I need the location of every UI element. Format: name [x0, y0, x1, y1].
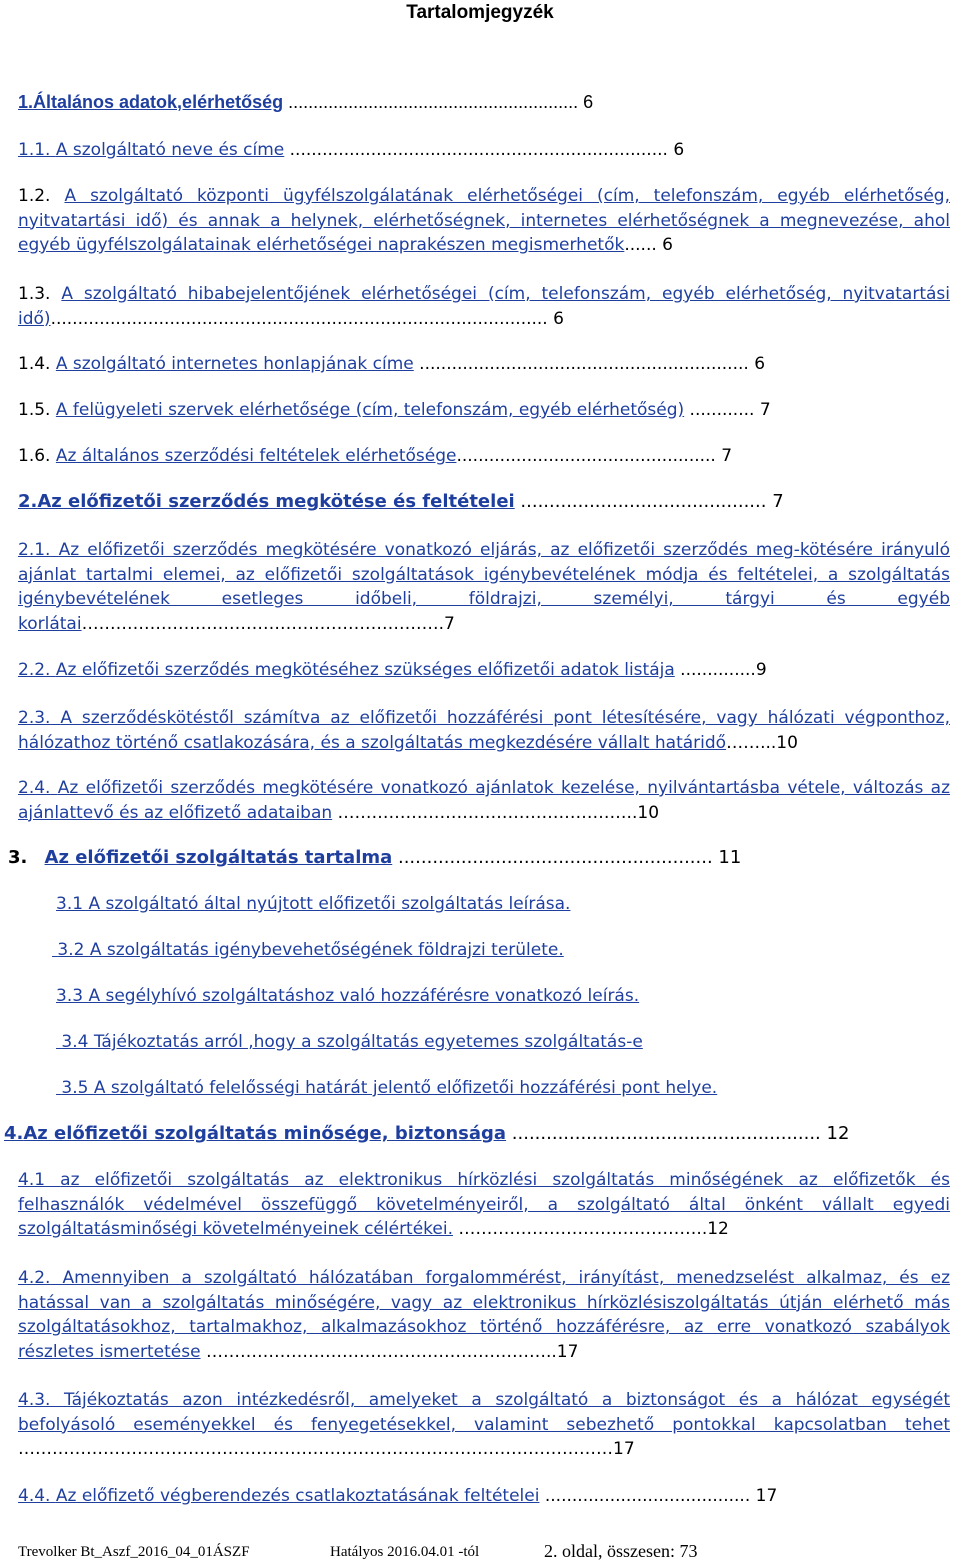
toc-link[interactable] [45, 847, 393, 868]
toc-link[interactable] [56, 1032, 643, 1052]
toc-number: 4. [4, 1123, 24, 1144]
toc-text: A felügyeleti szervek elérhetősége (cím, telefonszám, egyéb elérhetőség) [55, 400, 685, 420]
toc-text: A szolgáltató internetes honlapjának címe [55, 354, 414, 374]
toc-text: Az előfizetői szolgáltatás tartalma [44, 847, 393, 868]
toc-text: 3.4 Tájékoztatás arról ,hogy a szolgáltatás egyetemes szolgáltatás-e [61, 1032, 643, 1052]
toc-dots: ........................................... [514, 491, 773, 512]
toc-dots: ...................................................... [506, 1123, 827, 1144]
toc-page-number: 11 [718, 847, 742, 868]
footer-page-count: 2. oldal, összesen: 73 [544, 1541, 698, 1561]
toc-link[interactable] [18, 92, 283, 112]
toc-page-number: 17 [613, 1439, 635, 1459]
toc-entry[interactable] [18, 138, 950, 163]
toc-entry[interactable] [18, 776, 950, 825]
toc-page-number: 7 [721, 446, 733, 466]
toc-entry[interactable] [18, 1484, 950, 1509]
toc-text: Tájékoztatás azon intézkedésről, amelyeket a szolgáltató a biztonságot és a hálózat egységét befolyásoló eseményekkel és fenyegetésekkel, valamint sebezhető pontokkal kapcsolatban tehet [18, 1390, 950, 1435]
toc-page-number: 12 [826, 1123, 850, 1144]
toc-dots: .......................................................... [283, 92, 584, 112]
toc-dots: ...................................................................... [284, 140, 674, 160]
toc-link[interactable] [56, 1078, 717, 1098]
toc-dots: …………………………………………………………………………………………… [18, 1439, 613, 1459]
toc-dots: ...... [624, 235, 663, 255]
toc-entry[interactable] [4, 1122, 936, 1147]
toc-text: Amennyiben a szolgáltató hálózatában forgalommérést, irányítást, menedzselést alkalmaz, és ez hatással van a szolgáltatás minőségére, vagy az elektronikus hírközlésiszolgáltatás útján elérhető más szolgáltatásokhoz, tartalmakhoz, alkalmazásokhoz történő hozzáférésre, az erre vonatkozó szabályok részletes ismertetése [18, 1268, 950, 1362]
toc-text: 3.5 A szolgáltató felelősségi határát jelentő előfizetői hozzáférési pont helye. [61, 1078, 718, 1098]
toc-link[interactable] [56, 446, 457, 466]
toc-dots: ............................................................. [413, 354, 755, 374]
toc-text: A szolgáltató neve és címe [55, 140, 285, 160]
toc-text: A szolgáltató hibabejelentőjének elérhetőségei (cím, telefonszám, egyéb elérhetőség, nyitvatartási idő) [18, 284, 950, 329]
toc-entry[interactable] [18, 282, 950, 331]
toc-text: Az általános szerződési feltételek elérhetősége [55, 446, 457, 466]
toc-text: Általános adatok,elérhetőség [33, 92, 284, 112]
toc-entry[interactable] [18, 658, 950, 683]
toc-dots: ....................................................... [392, 847, 719, 868]
toc-dots: ……... [726, 732, 777, 753]
toc-number: 2. [18, 491, 38, 512]
toc-entry[interactable] [18, 398, 950, 423]
toc-text: 3.3 A segélyhívó szolgáltatáshoz való hozzáférésre vonatkozó leírás. [56, 986, 640, 1006]
toc-number: 1.3. [18, 284, 51, 304]
toc-entry[interactable] [56, 1076, 960, 1101]
toc-page-number: 10 [776, 732, 798, 753]
toc-page-number: 9 [755, 660, 767, 680]
toc-link[interactable] [18, 660, 675, 680]
toc-link[interactable] [56, 400, 684, 420]
toc-dots: ………………………………………………………. [81, 613, 444, 634]
toc-dots: ............ [684, 400, 760, 420]
toc-entry[interactable] [56, 984, 960, 1009]
toc-entry[interactable] [18, 1168, 950, 1242]
toc-entry[interactable] [8, 846, 940, 871]
toc-page-number: 12 [707, 1219, 729, 1239]
toc-page-number: 6 [583, 92, 594, 112]
toc-number: 1.1. [18, 140, 51, 160]
toc-entry[interactable] [18, 352, 950, 377]
toc-link[interactable] [18, 140, 284, 160]
footer-doc-name: Trevolker Bt_Aszf_2016_04_01ÁSZF [18, 1544, 250, 1560]
toc-entry[interactable] [18, 538, 950, 636]
toc-page-number: 7 [759, 400, 771, 420]
page-title: Tartalomjegyzék [406, 2, 554, 23]
toc-page-number: 6 [553, 308, 564, 329]
toc-number: 2.3. [18, 708, 51, 728]
footer-validity: Hatályos 2016.04.01 -tól [330, 1544, 480, 1560]
toc-entry[interactable] [18, 90, 950, 115]
toc-link[interactable] [56, 986, 639, 1006]
toc-text: Az előfizetői szerződés megkötéséhez szükséges előfizetői adatok listája [55, 660, 675, 680]
toc-page-number: 6 [754, 354, 766, 374]
toc-number: 2.2. [18, 660, 51, 680]
toc-link[interactable] [18, 1486, 539, 1506]
toc-text: Az előfizetői szerződés megkötésére vonatkozó eljárás, az előfizetői szerződés meg-kötésére irányuló ajánlat tartalmi elemei, az előfizetői szolgáltatások igénybevételének módja és feltételei, a szolgáltatás igénybevételének esetleges időbeli, földrajzi, személyi, tárgyi és egyéb korlátai [18, 540, 950, 634]
toc-entry[interactable] [18, 1266, 950, 1364]
toc-dots: ...................................... [539, 1486, 756, 1506]
toc-text: Az előfizető végberendezés csatlakoztatásának feltételei [55, 1486, 540, 1506]
toc-text: Az előfizetői szolgáltatás minősége, biztonsága [23, 1123, 507, 1144]
toc-text: 3.1 A szolgáltató által nyújtott előfizetői szolgáltatás leírása. [56, 894, 571, 914]
toc-text: 3.2 A szolgáltatás igénybevehetőségének földrajzi területe. [57, 940, 564, 960]
toc-number: 2.4. [18, 778, 51, 798]
toc-number: 1.6. [18, 446, 51, 466]
toc-text: A szerződéskötéstől számítva az előfizetői hozzáférési pont létesítésére, vagy hálózati végponthoz, hálózathoz történő csatlakozására, és a szolgáltatás megkezdésére vállalt határidő [18, 708, 950, 753]
toc-link[interactable] [18, 186, 950, 255]
toc-number: 1.5. [18, 400, 51, 420]
toc-entry[interactable] [18, 490, 950, 515]
toc-link[interactable] [18, 1390, 950, 1435]
toc-page-number: 7 [443, 613, 455, 634]
toc-text: Az előfizetői szerződés megkötésére vonatkozó ajánlatok kezelése, nyilvántartásba vétele, változás az ajánlattevő és az előfizető adataiban [18, 778, 951, 823]
toc-dots: .............. [674, 660, 756, 680]
toc-entry[interactable] [52, 938, 960, 963]
toc-link[interactable] [4, 1123, 506, 1144]
toc-link[interactable] [52, 940, 564, 960]
toc-page-number: 6 [662, 235, 673, 255]
toc-dots: …………………………………………….. [332, 802, 638, 823]
toc-entry[interactable] [56, 892, 960, 917]
toc-entry[interactable] [18, 1388, 950, 1462]
toc-dots: ............................................................................................ [50, 308, 554, 329]
toc-entry[interactable] [18, 444, 950, 469]
toc-page-number: 17 [755, 1486, 778, 1506]
toc-number: 1.2. [18, 186, 51, 206]
toc-link[interactable] [18, 491, 515, 512]
toc-dots: ................................................ [456, 446, 722, 466]
toc-link[interactable] [56, 354, 414, 374]
toc-number: 2.1. [18, 540, 51, 560]
toc-page-number: 17 [556, 1341, 579, 1362]
toc-entry[interactable] [18, 706, 950, 755]
toc-link[interactable] [18, 708, 950, 753]
toc-page-number: 10 [637, 802, 660, 823]
toc-number: 3. [8, 847, 28, 868]
toc-entry[interactable] [18, 184, 950, 258]
toc-link[interactable] [56, 894, 570, 914]
toc-text: az előfizetői szolgáltatás az elektronikus hírközlési szolgáltatás minőségének az előfizetők és felhasználók védelmével összefüggő követelményeiről, a szolgáltató által önként vállalt egyedi szolgáltatásminőségi követelményeinek célértékei. [18, 1170, 950, 1239]
toc-dots: …………………………………………………….. [200, 1341, 557, 1362]
toc-dots: …………………………………….. [453, 1219, 708, 1239]
toc-entry[interactable] [56, 1030, 960, 1055]
toc-text: Az előfizetői szerződés megkötése és feltételei [37, 491, 515, 512]
toc-number: 1. [18, 92, 34, 112]
toc-number: 4.4. [18, 1486, 51, 1506]
toc-page-number: 6 [673, 140, 685, 160]
toc-number: 4.1 [18, 1170, 46, 1190]
toc-number: 4.2. [18, 1268, 51, 1288]
toc-page-number: 7 [772, 491, 784, 512]
toc-text: A szolgáltató központi ügyfélszolgálatának elérhetőségei (cím, telefonszám, egyéb elérhetőség, nyitvatartási idő) és annak a helynek, elérhetőségnek, internetes elérhetőségnek a megnevezése, ahol egyéb ügyfélszolgálatainak elérhetőségei naprakészen megismerhetők [18, 186, 950, 255]
toc-number: 1.4. [18, 354, 51, 374]
toc-number: 4.3. [18, 1390, 51, 1410]
